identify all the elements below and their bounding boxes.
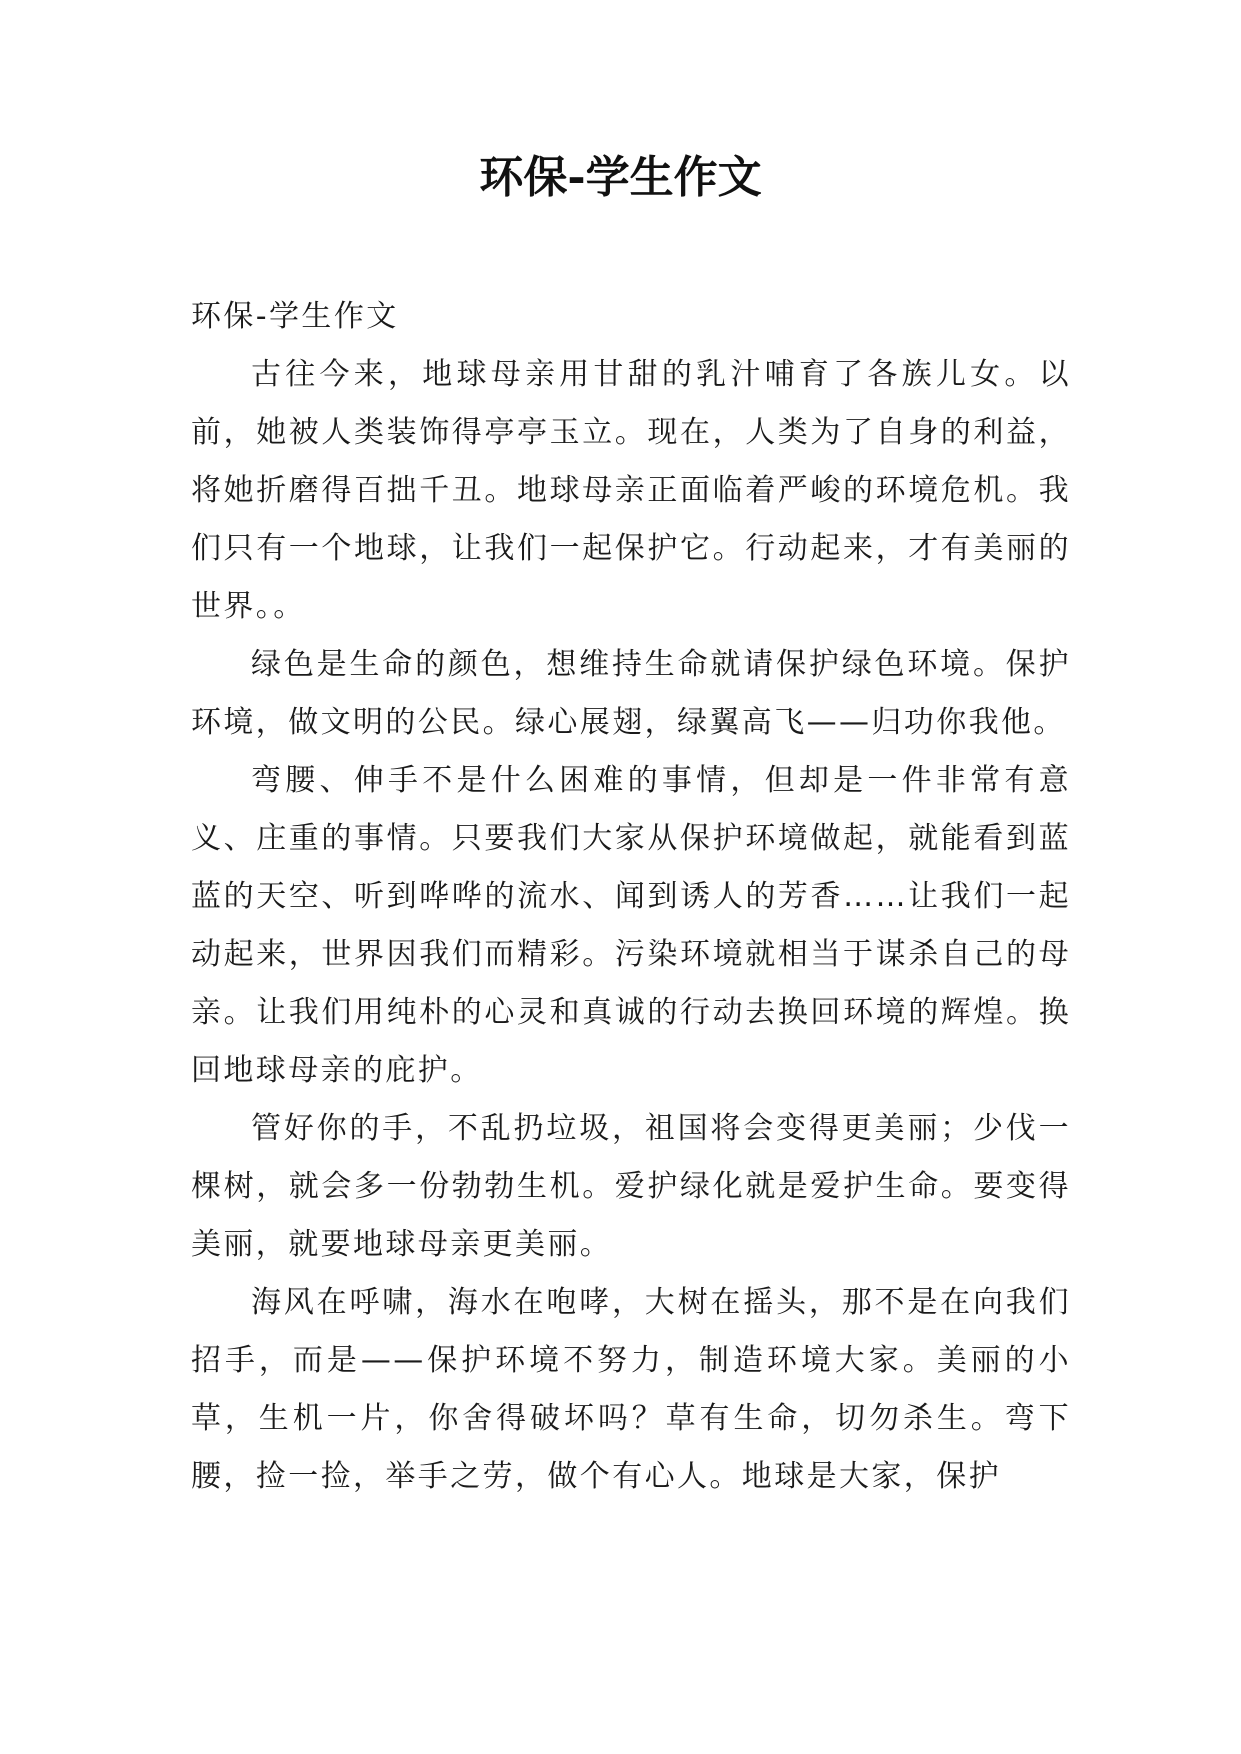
paragraph-1: 古往今来，地球母亲用甘甜的乳汁哺育了各族儿女。以前，她被人类装饰得亭亭玉立。现在，人类为了自身的利益，将她折磨得百拙千丑。地球母亲正面临着严峻的环境危机。我们只有一个地球，让我们一起保护它。行动起来，才有美丽的世界。。: [191, 357, 1071, 624]
document-subtitle: 环保-学生作文: [191, 299, 399, 334]
document-title: 环保-学生作文: [479, 152, 762, 203]
paragraph-5: 海风在呼啸，海水在咆哮，大树在摇头，那不是在向我们招手，而是——保护环境不努力，制造环境大家。美丽的小草，生机一片，你舍得破坏吗？草有生命，切勿杀生。弯下腰，捡一捡，举手之劳，做个有心人。地球是大家，保护: [191, 1285, 1071, 1494]
paragraph-2: 绿色是生命的颜色，想维持生命就请保护绿色环境。保护环境，做文明的公民。绿心展翅，绿翼高飞——归功你我他。: [191, 647, 1071, 740]
document-body: [191, 288, 1071, 1506]
paragraph-4: 管好你的手，不乱扔垃圾，祖国将会变得更美丽；少伐一棵树，就会多一份勃勃生机。爱护绿化就是爱护生命。要变得美丽，就要地球母亲更美丽。: [191, 1111, 1071, 1262]
paragraph-3: 弯腰、伸手不是什么困难的事情，但却是一件非常有意义、庄重的事情。只要我们大家从保护环境做起，就能看到蓝蓝的天空、听到哗哗的流水、闻到诱人的芳香……让我们一起动起来，世界因我们而精彩。污染环境就相当于谋杀自己的母亲。让我们用纯朴的心灵和真诚的行动去换回环境的辉煌。换回地球母亲的庇护。: [191, 763, 1071, 1088]
